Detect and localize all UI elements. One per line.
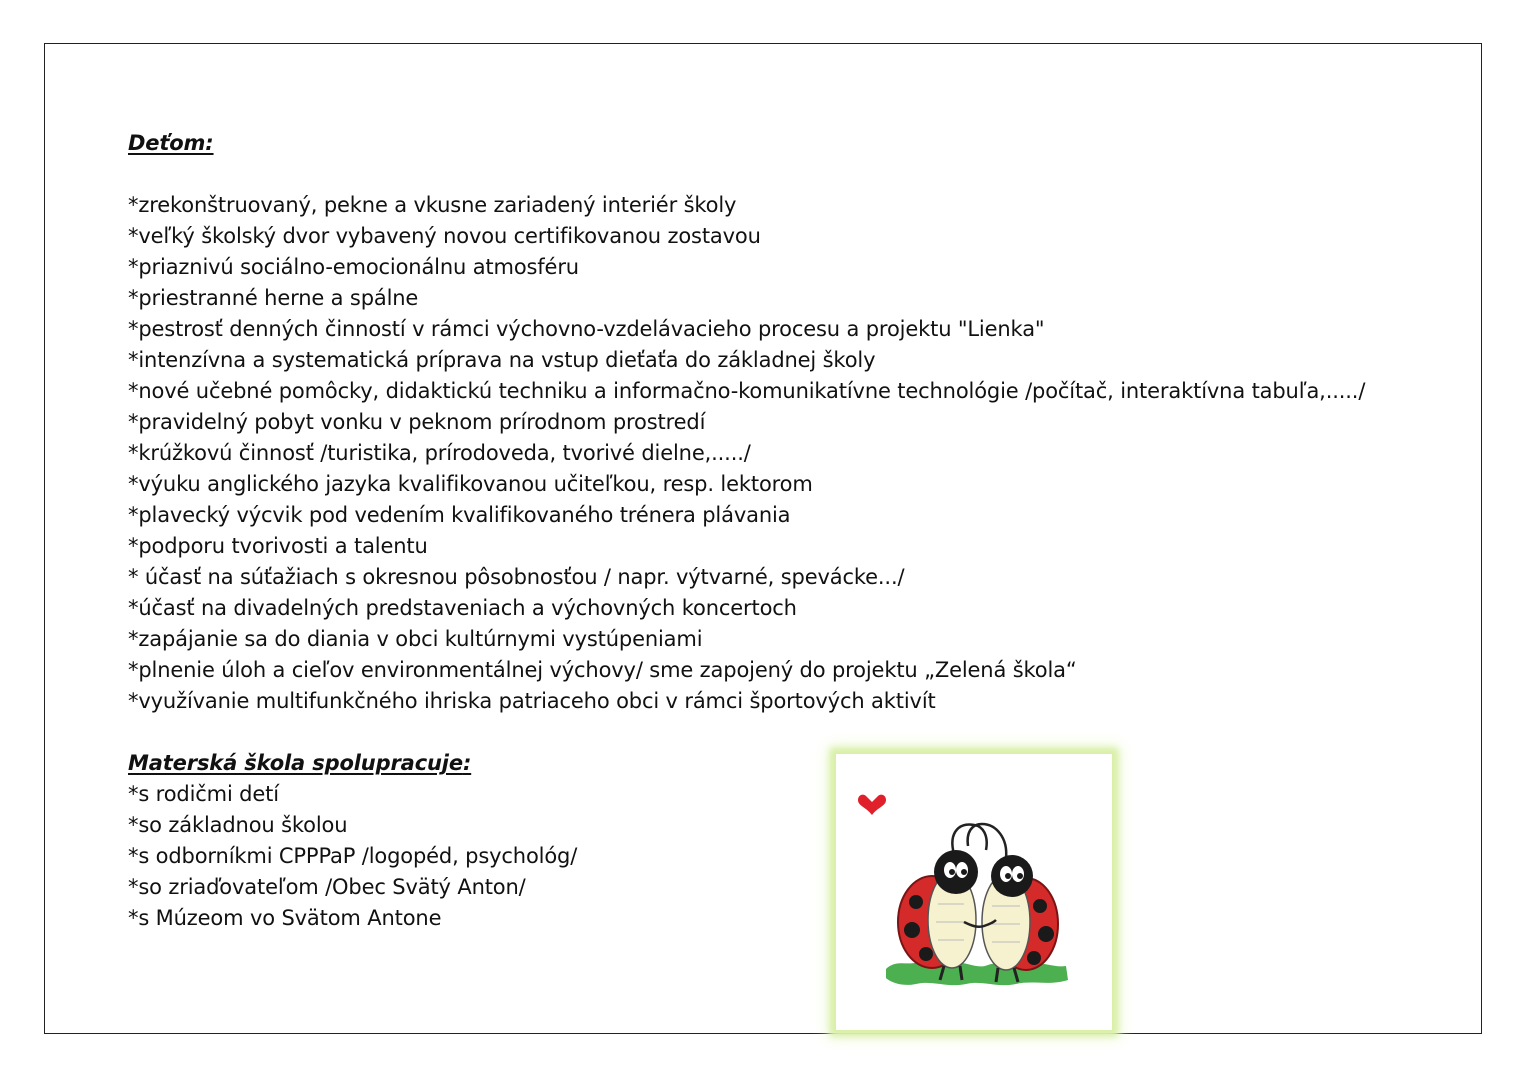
list-item: *s odborníkmi CPPPaP /logopéd, psychológ/ (128, 844, 578, 868)
children-heading: Deťom: (128, 131, 214, 155)
list-item: *podporu tvorivosti a talentu (128, 534, 428, 558)
list-item: *krúžkovú činnosť /turistika, prírodoveda, tvorivé dielne,...../ (128, 441, 751, 465)
list-item: *nové učebné pomôcky, didaktickú techniku a informačno-komunikatívne technológie /počítač, interaktívna tabuľa,...../ (128, 379, 1366, 403)
children-benefits-list (128, 190, 1458, 717)
right-head (991, 855, 1033, 897)
list-item: *so základnou školou (128, 813, 348, 837)
spacer (128, 159, 1458, 190)
document-body (128, 128, 1458, 934)
list-item: *s rodičmi detí (128, 782, 279, 806)
list-item: *využívanie multifunkčného ihriska patriaceho obci v rámci športových aktivít (128, 689, 936, 713)
list-item: *veľký školský dvor vybavený novou certifikovanou zostavou (128, 224, 761, 248)
cooperation-heading-text: Materská škola spolupracuje (128, 751, 463, 775)
list-item: * účasť na súťažiach s okresnou pôsobnosťou / napr. výtvarné, spevácke.../ (128, 565, 905, 589)
list-item: *zapájanie sa do diania v obci kultúrnymi vystúpeniami (128, 627, 703, 651)
cooperation-heading-colon: : (462, 751, 472, 775)
list-item: *pravidelný pobyt vonku v peknom prírodnom prostredí (128, 410, 706, 434)
list-item: *so zriaďovateľom /Obec Svätý Anton/ (128, 875, 526, 899)
list-item: *s Múzeom vo Svätom Antone (128, 906, 442, 930)
list-item: *zrekonštruovaný, pekne a vkusne zariadený interiér školy (128, 193, 737, 217)
list-item: *výuku anglického jazyka kvalifikovanou učiteľkou, resp. lektorom (128, 472, 813, 496)
spacer (128, 717, 1458, 748)
list-item: *plnenie úloh a cieľov environmentálnej výchovy/ sme zapojený do projektu „Zelená škola“ (128, 658, 1077, 682)
cooperation-heading (128, 748, 1458, 779)
list-item: *priaznivú sociálno-emocionálnu atmosféru (128, 255, 579, 279)
list-item: *priestranné herne a spálne (128, 286, 419, 310)
cooperation-list (128, 779, 1458, 934)
list-item: *pestrosť denných činností v rámci výchovno-vzdelávacieho procesu a projektu "Lienka" (128, 317, 1045, 341)
list-item: *účasť na divadelných predstaveniach a výchovných koncertoch (128, 596, 797, 620)
heart-icon (858, 795, 886, 815)
list-item: *intenzívna a systematická príprava na vstup dieťaťa do základnej školy (128, 348, 876, 372)
ladybugs-in-love-icon (836, 754, 1112, 1030)
list-item: *plavecký výcvik pod vedením kvalifikovaného trénera plávania (128, 503, 791, 527)
left-head (934, 850, 978, 894)
ladybugs-illustration (836, 754, 1112, 1030)
